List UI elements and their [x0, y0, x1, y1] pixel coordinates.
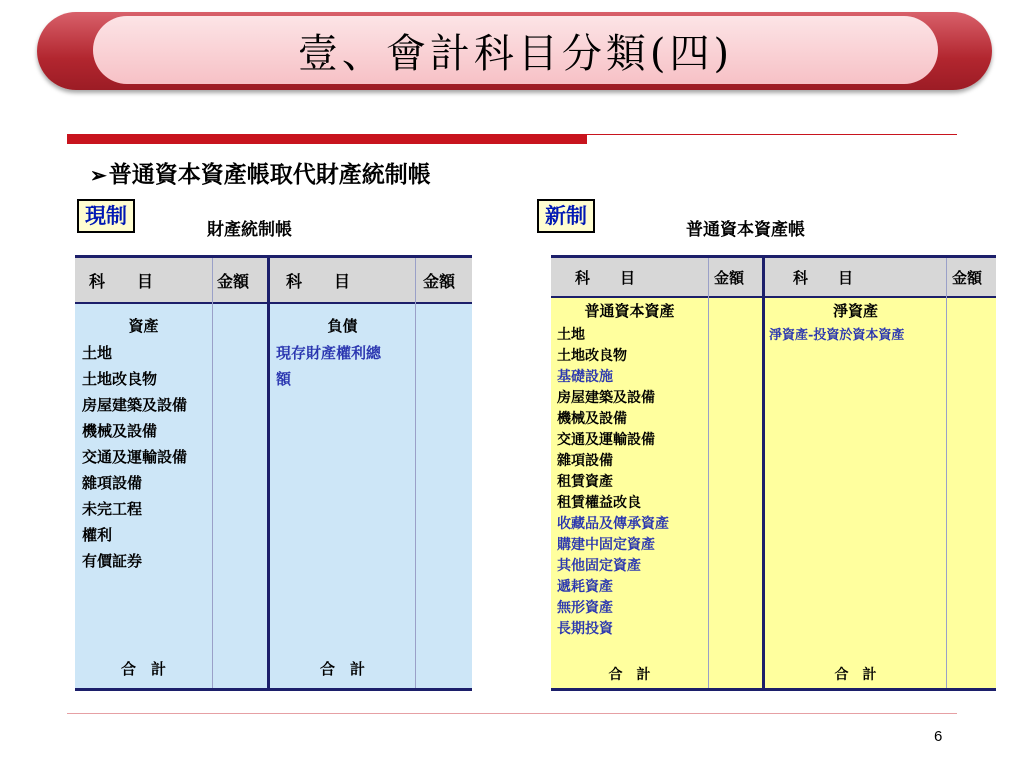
account-item: 租賃權益改良 — [557, 495, 641, 511]
net-assets-heading: 淨資產 — [832, 302, 878, 320]
slide-title: 壹、會計科目分類(四) — [297, 30, 734, 77]
account-item: 土地改良物 — [557, 348, 627, 364]
account-item: 房屋建築及設備 — [82, 396, 188, 414]
liabilities-heading: 負債 — [327, 317, 358, 335]
title-pill — [93, 16, 938, 84]
account-item: 收藏品及傳承資產 — [557, 516, 669, 532]
title-rule-thick — [67, 134, 587, 144]
col-divider — [212, 258, 213, 688]
account-item: 未完工程 — [82, 500, 143, 518]
right-header-account-2: 科 目 — [793, 268, 854, 287]
center-divider — [762, 258, 765, 688]
left-header-amount-2: 金額 — [423, 271, 456, 291]
account-item: 房屋建築及設備 — [557, 390, 655, 406]
account-item: 其他固定資產 — [557, 558, 641, 574]
account-item: 雜項設備 — [557, 453, 613, 469]
account-item: 基礎設施 — [557, 369, 613, 385]
right-header-amount: 金額 — [714, 268, 745, 287]
right-total-label: 合 計 — [834, 667, 877, 683]
col-divider — [415, 258, 416, 688]
new-system-tag: 新制 — [537, 199, 595, 233]
header-divider — [551, 296, 996, 298]
subtitle — [90, 156, 431, 189]
subtitle-text: 普通資本資產帳取代財產統制帳 — [108, 161, 431, 188]
property-control-account-table — [75, 255, 472, 691]
account-item: 機械及設備 — [82, 422, 158, 440]
right-total-label: 合 計 — [319, 660, 365, 678]
col-divider — [708, 258, 709, 688]
account-item: 土地 — [557, 327, 585, 343]
bullet-arrow-icon: ➢ — [90, 163, 107, 187]
left-total-label: 合 計 — [608, 667, 651, 683]
credit-item: 現存財產權利總 — [276, 344, 382, 362]
left-table-title: 財產統制帳 — [207, 220, 292, 240]
title-rule-thin — [587, 134, 957, 135]
assets-heading: 資產 — [128, 317, 159, 335]
account-item: 交通及運輸設備 — [557, 432, 655, 448]
footer-rule — [67, 713, 957, 714]
account-item: 遞耗資產 — [557, 579, 613, 595]
credit-item: 淨資產-投資於資本資產 — [769, 328, 905, 343]
page-number: 6 — [934, 728, 943, 745]
right-header-amount-2: 金額 — [952, 268, 983, 287]
right-header-account: 科 目 — [575, 268, 636, 287]
right-table-title: 普通資本資產帳 — [686, 220, 805, 240]
account-item: 長期投資 — [557, 621, 613, 637]
account-item: 機械及設備 — [557, 411, 627, 427]
account-item: 雜項設備 — [82, 474, 143, 492]
credit-item: 額 — [276, 370, 292, 388]
account-item: 權利 — [82, 526, 113, 544]
account-item: 租賃資產 — [557, 474, 613, 490]
account-item: 土地改良物 — [82, 370, 158, 388]
account-item: 有價証券 — [82, 552, 143, 570]
account-item: 購建中固定資產 — [557, 537, 655, 553]
header-divider — [75, 302, 472, 304]
capital-assets-heading: 普通資本資產 — [584, 302, 675, 320]
col-divider — [946, 258, 947, 688]
left-header-account-2: 科 目 — [286, 271, 351, 291]
current-system-tag: 現制 — [77, 199, 135, 233]
left-header-account: 科 目 — [89, 271, 154, 291]
general-capital-assets-table — [551, 255, 996, 691]
left-total-label: 合 計 — [120, 660, 166, 678]
account-item: 無形資產 — [557, 600, 613, 616]
account-item: 土地 — [82, 344, 113, 362]
left-header-amount: 金額 — [217, 271, 250, 291]
account-item: 交通及運輸設備 — [82, 448, 188, 466]
